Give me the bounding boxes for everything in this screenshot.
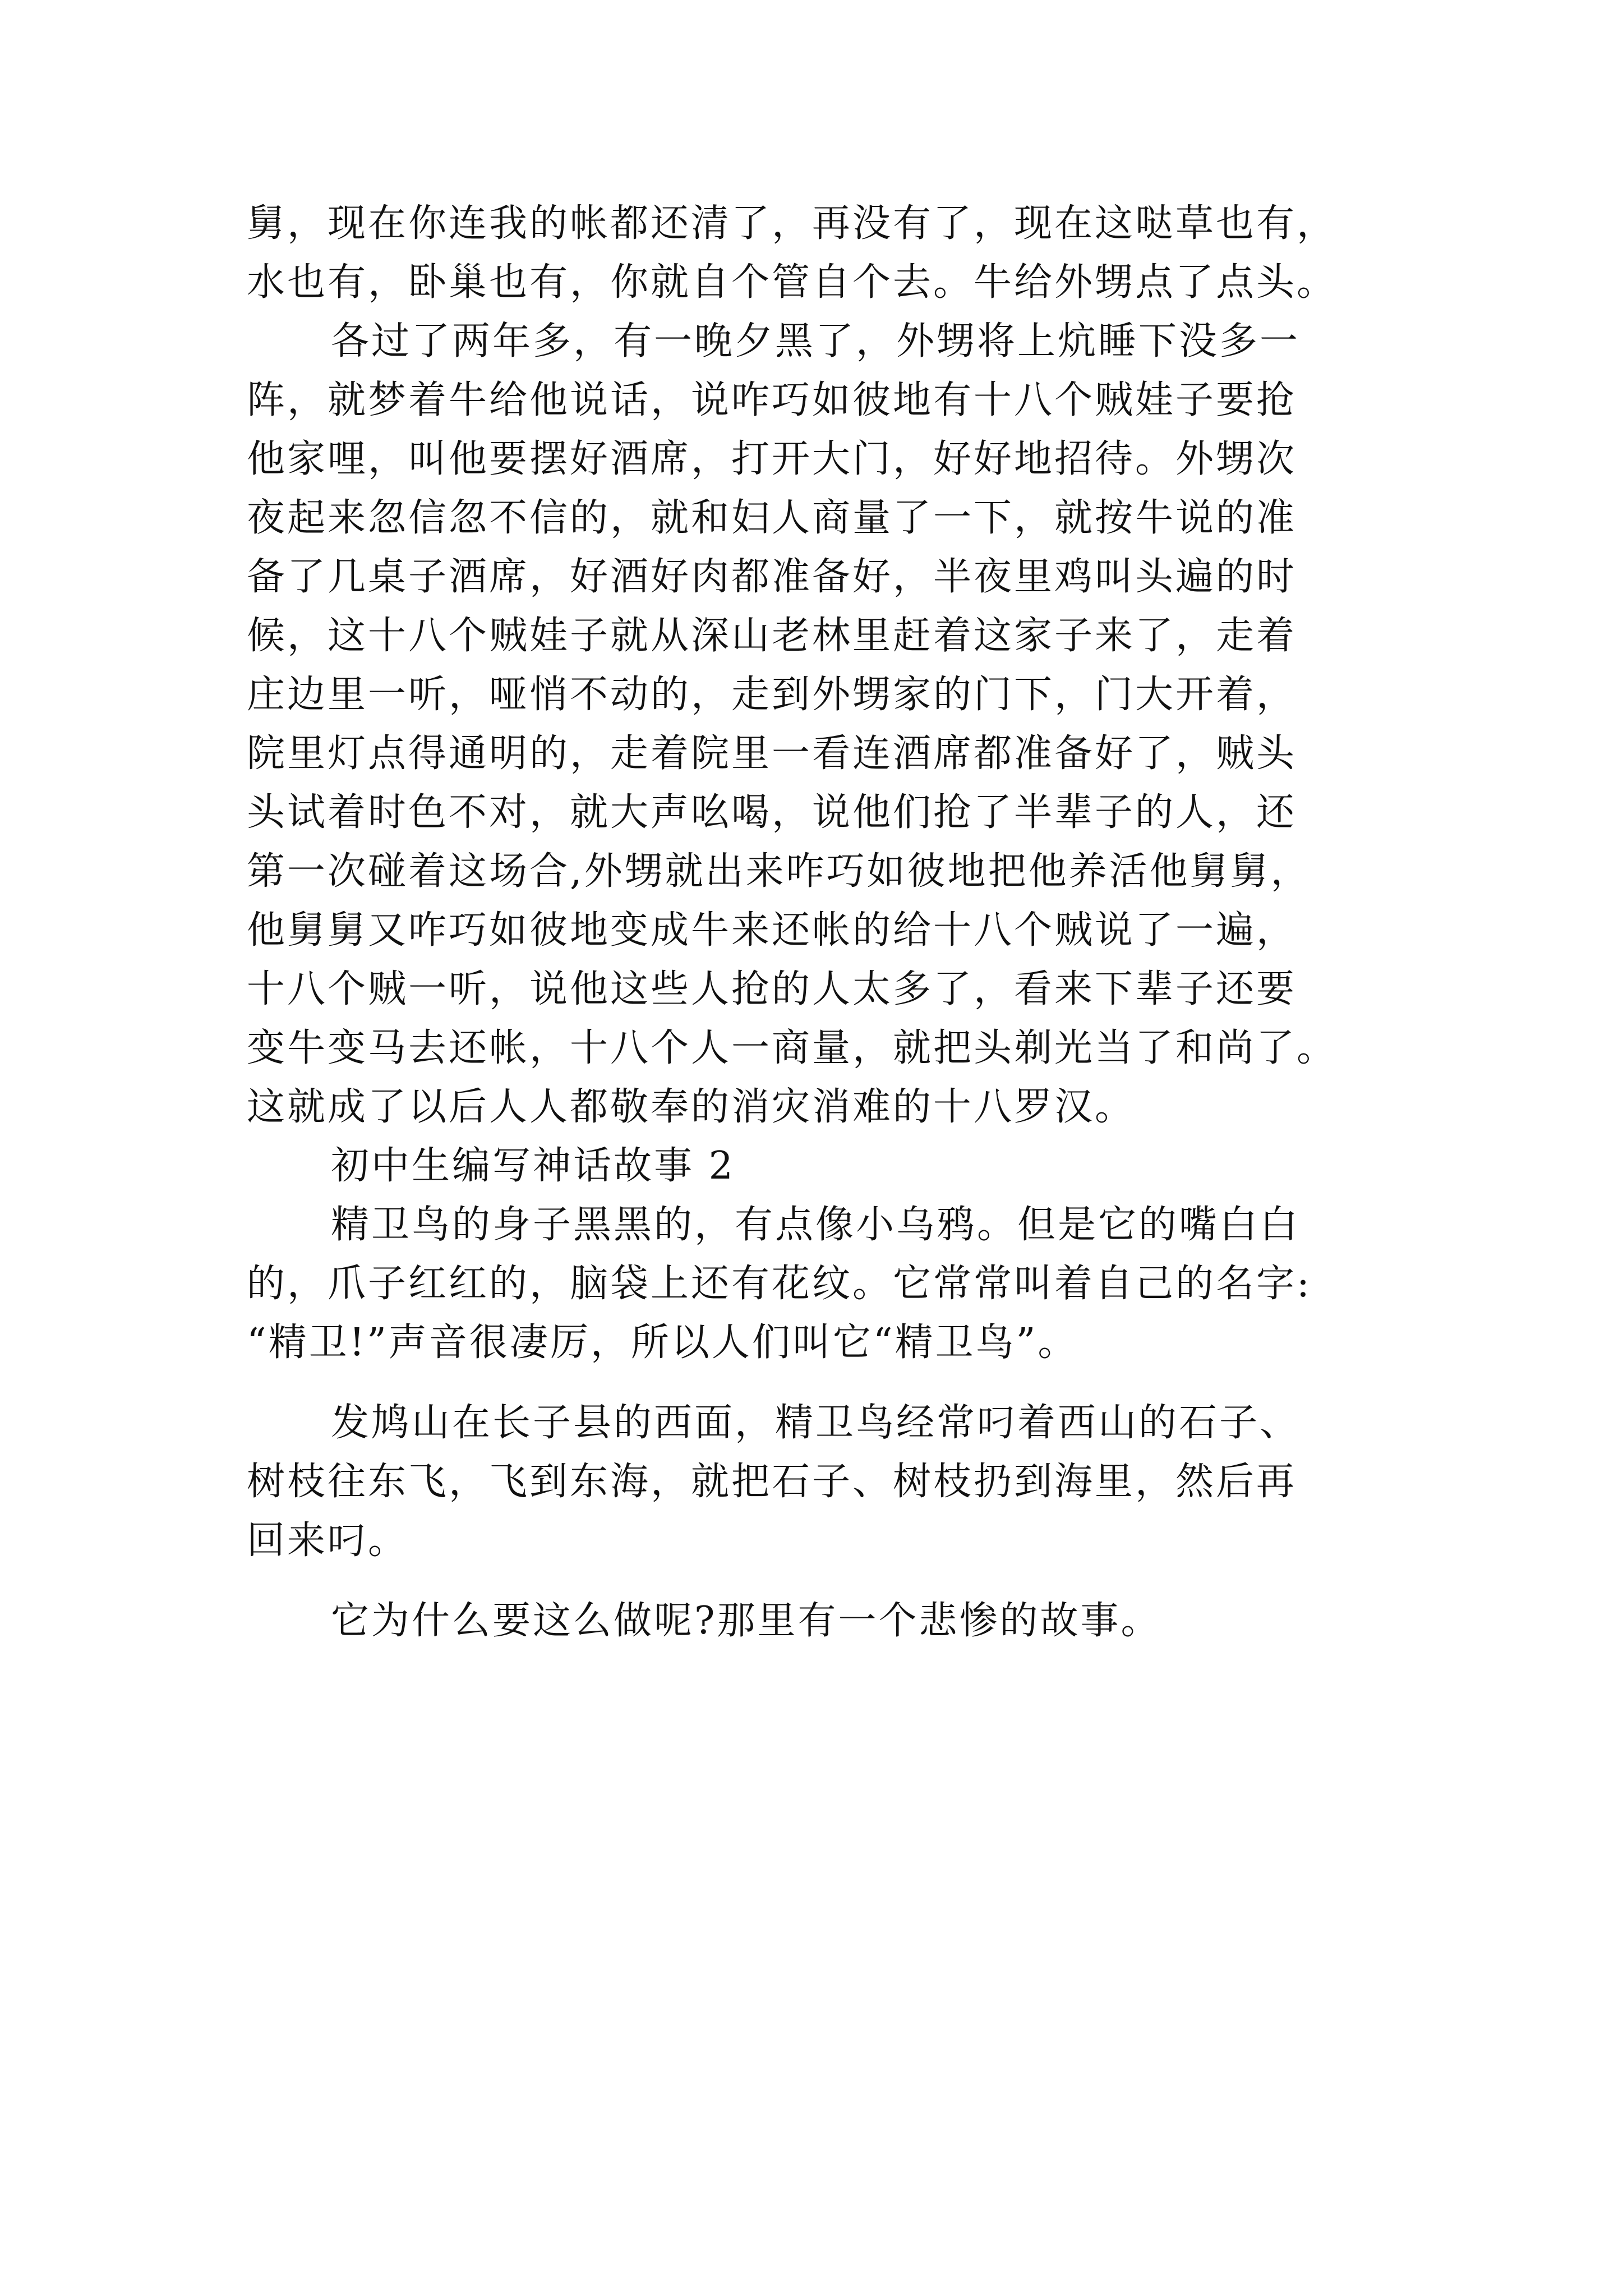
text-line: 头试着时色不对，就大声吆喝，说他们抢了半辈子的人，还 <box>247 790 1297 835</box>
text-line: 院里灯点得通明的，走着院里一看连酒席都准备好了，贼头 <box>247 731 1297 776</box>
text-line: 夜起来忽信忽不信的，就和妇人商量了一下，就按牛说的准 <box>247 496 1297 540</box>
body-text <box>247 194 1391 1650</box>
text-line: 他舅舅又咋巧如彼地变成牛来还帐的给十八个贼说了一遍， <box>247 908 1297 953</box>
text-line: 庄边里一听，哑悄不动的，走到外甥家的门下，门大开着， <box>247 673 1297 717</box>
text-line: “精卫!”声音很凄厉，所以人们叫它“精卫鸟”。 <box>247 1320 1078 1365</box>
text-line: 备了几桌子酒席，好酒好肉都准备好，半夜里鸡叫头遍的时 <box>247 555 1297 599</box>
paragraph-start-line: 它为什么要这么做呢?那里有一个悲惨的故事。 <box>331 1599 1161 1643</box>
text-line: 候，这十八个贼娃子就从深山老林里赶着这家子来了，走着 <box>247 614 1297 658</box>
paragraph-start-line: 各过了两年多，有一晚夕黑了，外甥将上炕睡下没多一 <box>331 319 1301 364</box>
text-line: 水也有，卧巢也有，你就自个管自个去。牛给外甥点了点头。 <box>247 260 1338 305</box>
text-line: 他家哩，叫他要摆好酒席，打开大门，好好地招待。外甥次 <box>247 437 1297 481</box>
text-line: 舅，现在你连我的帐都还清了，再没有了，现在这哒草也有， <box>247 201 1338 246</box>
section-heading: 初中生编写神话故事 2 <box>331 1144 735 1188</box>
paragraph-start-line: 精卫鸟的身子黑黑的，有点像小乌鸦。但是它的嘴白白 <box>331 1203 1301 1247</box>
text-line: 的，爪子红红的，脑袋上还有花纹。它常常叫着自己的名字: <box>247 1262 1312 1306</box>
text-line: 这就成了以后人人都敬奉的消灾消难的十八罗汉。 <box>247 1085 1136 1129</box>
text-line: 树枝往东飞，飞到东海，就把石子、树枝扔到海里，然后再 <box>247 1460 1297 1504</box>
text-line: 第一次碰着这场合,外甥就出来咋巧如彼地把他养活他舅舅， <box>247 849 1311 894</box>
text-line: 变牛变马去还帐，十八个人一商量，就把头剃光当了和尚了。 <box>247 1026 1338 1070</box>
paragraph-start-line: 发鸠山在长子县的西面，精卫鸟经常叼着西山的石子、 <box>331 1401 1301 1445</box>
text-line: 回来叼。 <box>247 1519 409 1563</box>
text-line: 阵，就梦着牛给他说话，说咋巧如彼地有十八个贼娃子要抢 <box>247 378 1297 422</box>
text-line: 十八个贼一听，说他这些人抢的人太多了，看来下辈子还要 <box>247 967 1297 1011</box>
